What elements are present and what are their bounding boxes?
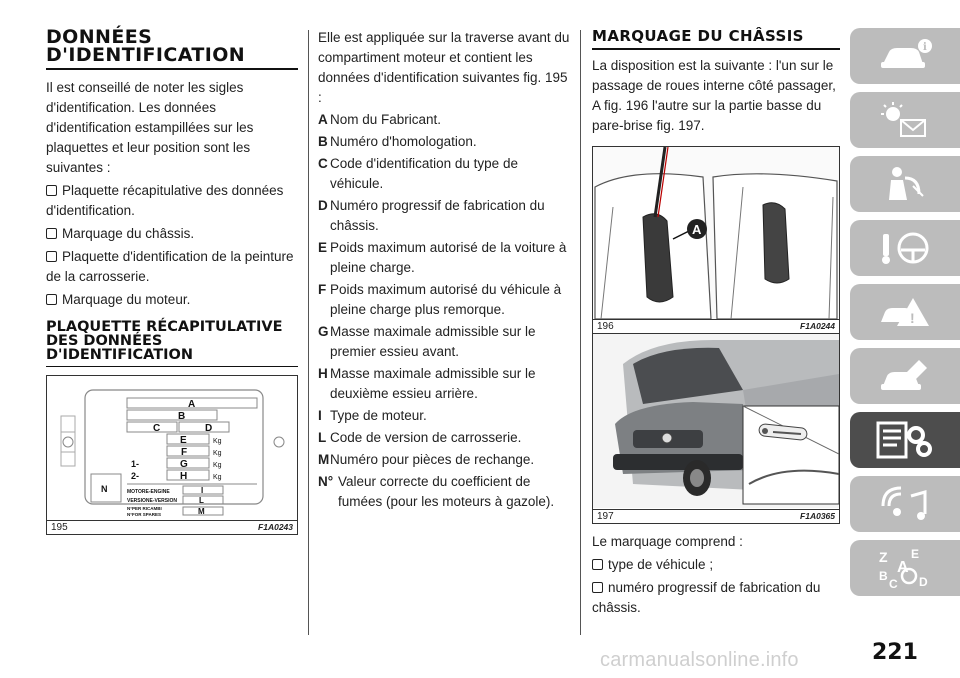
identification-item <box>318 280 570 320</box>
figure-code: F1A0243 <box>258 522 293 532</box>
svg-text:F: F <box>181 447 188 458</box>
item-letter: H <box>318 366 328 381</box>
svg-text:Kg: Kg <box>213 450 222 457</box>
item-letter: C <box>318 156 328 171</box>
item-text: Numéro d'homologation. <box>330 134 477 149</box>
technical-data-icon <box>870 417 940 463</box>
tab-safety[interactable] <box>850 156 960 212</box>
starting-driving-icon <box>875 228 935 268</box>
bullet-item: Plaquette récapitulative des données d'identification. <box>46 183 284 218</box>
multimedia-icon <box>875 484 935 524</box>
svg-text:Kg: Kg <box>213 438 222 445</box>
safety-icon <box>875 164 935 204</box>
tab-multimedia[interactable] <box>850 476 960 532</box>
tab-car-info[interactable] <box>850 28 960 84</box>
warning-lights-icon <box>875 100 935 140</box>
page-number: 221 <box>872 640 918 665</box>
svg-text:C: C <box>889 577 898 590</box>
item-letter: L <box>318 430 327 445</box>
identification-item <box>318 428 570 448</box>
bullet-item: numéro progressif de fabrication du châssis. <box>592 580 821 615</box>
column-divider <box>580 30 581 635</box>
plate-intro: Elle est appliquée sur la traverse avant du compartiment moteur et contient les données d'identification suivantes fig. 195 : <box>318 30 570 105</box>
svg-text:E: E <box>911 547 920 561</box>
identification-item <box>318 322 570 362</box>
wheel-arch-photo <box>593 147 839 319</box>
figure-197-caption <box>593 509 839 523</box>
figure-197 <box>592 334 840 524</box>
item-text: Code d'identification du type de véhicule. <box>330 156 518 191</box>
van-windscreen-photo <box>593 334 839 508</box>
item-letter: B <box>318 134 328 149</box>
marking-list-intro: Le marquage comprend : <box>592 534 743 549</box>
checkbox-bullet-icon <box>46 251 57 262</box>
item-text: Code de version de carrosserie. <box>330 430 522 445</box>
identification-item <box>318 238 570 278</box>
tab-emergency[interactable] <box>850 284 960 340</box>
svg-text:A: A <box>897 559 909 576</box>
figure-code: F1A0244 <box>800 321 835 331</box>
svg-text:M: M <box>198 507 205 516</box>
identification-item <box>318 364 570 404</box>
chassis-intro: La disposition est la suivante : l'un sur le passage de roues interne côté passager, A fig. 196 l'autre sur la partie basse du pare-brise fig. 197. <box>592 58 836 133</box>
title-rule <box>46 68 298 70</box>
item-text: Nom du Fabricant. <box>330 112 442 127</box>
emergency-icon <box>875 292 935 332</box>
svg-text:L: L <box>199 496 204 505</box>
svg-text:H: H <box>180 471 188 482</box>
svg-text:D: D <box>205 423 213 434</box>
car-info-icon <box>875 36 935 76</box>
identification-item <box>318 406 570 426</box>
section-title-plate: PLAQUETTE RÉCAPITULATIVE DES DONNÉES D'IDENTIFICATION <box>46 319 283 363</box>
item-letter: F <box>318 282 327 297</box>
svg-text:Kg: Kg <box>213 474 222 481</box>
section-title-identification: DONNÉES D'IDENTIFICATION <box>46 26 246 66</box>
identification-intro: Il est conseillé de noter les sigles d'identification. Les données d'identification estampillées sur les plaquettes et leur position sont les suivantes : <box>46 80 254 175</box>
item-text: Numéro pour pièces de rechange. <box>330 452 535 467</box>
identification-item <box>318 110 570 130</box>
column-1 <box>46 28 298 535</box>
svg-text:G: G <box>180 459 188 470</box>
section-title-chassis: MARQUAGE DU CHÂSSIS <box>592 27 804 45</box>
checkbox-bullet-icon <box>46 294 57 305</box>
svg-text:N°FOR SPARES: N°FOR SPARES <box>127 512 161 517</box>
svg-text:A: A <box>692 222 702 237</box>
bullet-item: Plaquette d'identification de la peinture de la carrosserie. <box>46 249 294 284</box>
checkbox-bullet-icon <box>592 559 603 570</box>
identification-item <box>318 154 570 194</box>
figure-code: F1A0365 <box>800 511 835 521</box>
watermark: carmanualsonline.info <box>600 649 799 671</box>
identification-item-list <box>318 110 570 512</box>
tab-warning-lights[interactable] <box>850 92 960 148</box>
subtitle-rule <box>46 366 298 367</box>
svg-text:C: C <box>153 423 161 434</box>
item-letter: G <box>318 324 329 339</box>
item-text: Poids maximum autorisé de la voiture à pleine charge. <box>330 240 567 275</box>
svg-text:B: B <box>178 411 186 422</box>
checkbox-bullet-icon <box>46 185 57 196</box>
figure-196-caption <box>593 319 839 333</box>
index-icon <box>875 546 935 590</box>
svg-text:N°PER RICAMBI: N°PER RICAMBI <box>127 506 162 511</box>
svg-text:Kg: Kg <box>213 462 222 469</box>
svg-text:i: i <box>923 42 927 53</box>
svg-text:1-: 1- <box>131 459 140 469</box>
chapter-tab-sidebar <box>850 28 960 604</box>
item-text: Numéro progressif de fabrication du châssis. <box>330 198 545 233</box>
item-text: Masse maximale admissible sur le deuxième essieu arrière. <box>330 366 536 401</box>
identification-item <box>318 472 570 512</box>
maintenance-icon <box>875 356 935 396</box>
figure-number: 196 <box>597 321 614 332</box>
checkbox-bullet-icon <box>46 228 57 239</box>
svg-text:MOTORE-ENGINE: MOTORE-ENGINE <box>127 489 170 495</box>
item-letter: I <box>318 408 322 423</box>
identification-item <box>318 450 570 470</box>
title-rule <box>592 48 840 50</box>
svg-text:A: A <box>188 399 196 410</box>
item-text: Valeur correcte du coefficient de fumées (pour les moteurs à gazole). <box>338 474 555 509</box>
item-letter: M <box>318 452 330 467</box>
identification-item <box>318 132 570 152</box>
svg-text:Z: Z <box>879 549 888 565</box>
item-text: Poids maximum autorisé du véhicule à pleine charge plus remorque. <box>330 282 562 317</box>
item-text: Masse maximale admissible sur le premier essieu avant. <box>330 324 536 359</box>
bullet-item: type de véhicule ; <box>592 555 840 575</box>
svg-text:E: E <box>180 435 187 446</box>
svg-text:2-: 2- <box>131 471 140 481</box>
identification-item <box>318 196 570 236</box>
column-2 <box>318 28 570 512</box>
figure-number: 197 <box>597 511 614 522</box>
bullet-item: Marquage du châssis. <box>46 224 298 244</box>
figure-195 <box>46 375 298 535</box>
svg-text:N: N <box>101 484 108 494</box>
figure-196 <box>592 146 840 334</box>
figure-number: 195 <box>51 522 68 533</box>
svg-text:D: D <box>919 575 928 589</box>
figure-195-caption <box>47 520 297 534</box>
svg-text:I: I <box>201 486 204 495</box>
bullet-item: Marquage du moteur. <box>46 290 298 310</box>
item-letter: E <box>318 240 328 255</box>
svg-text:!: ! <box>910 310 915 326</box>
tab-technical-data[interactable] <box>850 412 960 468</box>
tab-index[interactable] <box>850 540 960 596</box>
tab-maintenance[interactable] <box>850 348 960 404</box>
item-letter: A <box>318 112 328 127</box>
item-letter: N° <box>318 474 334 489</box>
item-text: Type de moteur. <box>330 408 427 423</box>
svg-text:VERSIONE-VERSION: VERSIONE-VERSION <box>127 498 178 504</box>
identification-plate-diagram <box>47 376 297 521</box>
column-3 <box>592 28 840 618</box>
tab-starting-driving[interactable] <box>850 220 960 276</box>
item-letter: D <box>318 198 328 213</box>
column-divider <box>308 30 309 635</box>
svg-text:B: B <box>879 569 888 583</box>
checkbox-bullet-icon <box>592 582 603 593</box>
